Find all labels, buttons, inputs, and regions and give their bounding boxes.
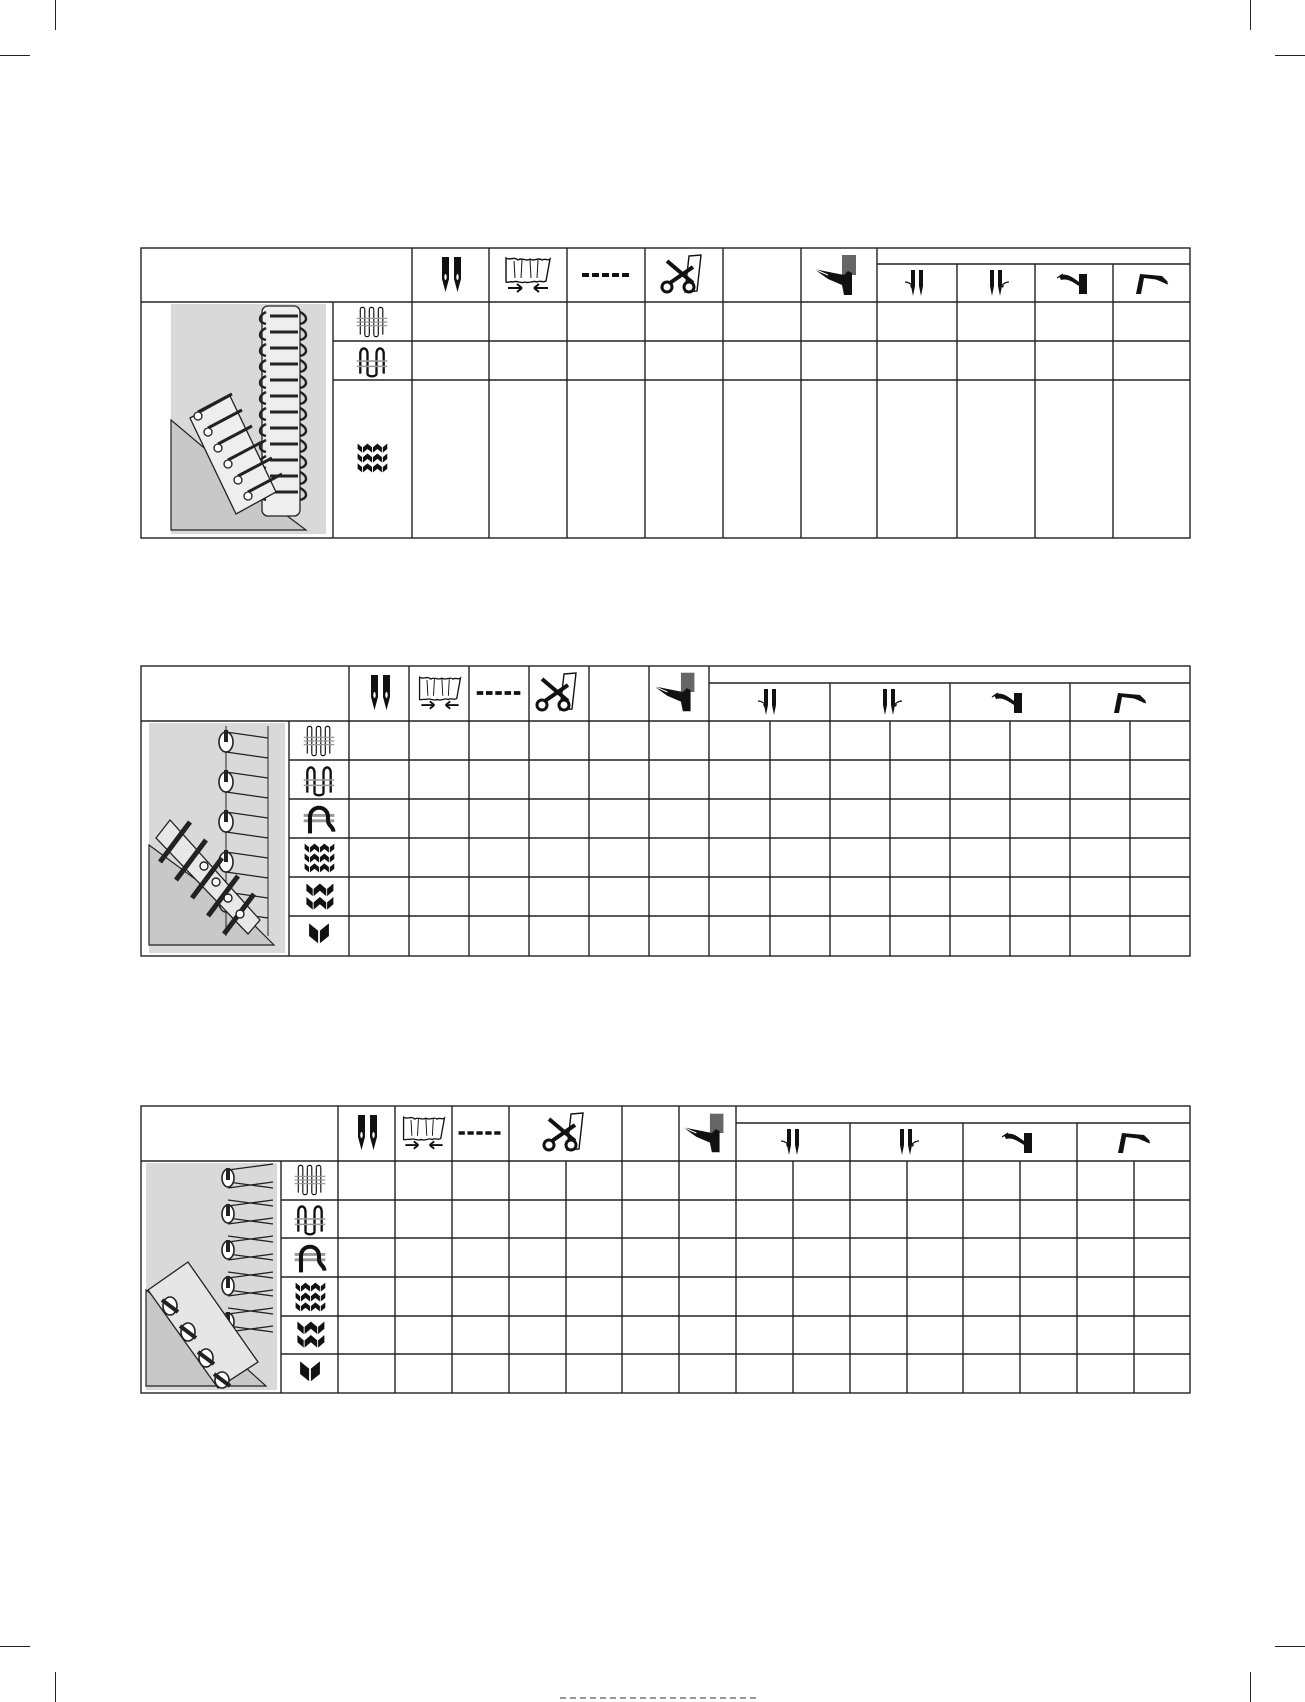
- lower-looper-icon: [1118, 1133, 1150, 1153]
- left-needle-thread-icon: [781, 1129, 799, 1155]
- two-needles-icon: [358, 1115, 377, 1150]
- presser-foot-icon: [683, 1114, 724, 1153]
- lightweight-fabric-icon: [295, 1165, 326, 1194]
- upper-looper-icon: [1002, 1133, 1032, 1153]
- gathering-fabric-icon: [404, 1117, 445, 1149]
- knit-fabric-icon: [296, 1283, 326, 1312]
- heavy-knit-icon: [297, 1322, 324, 1348]
- heavy-fabric-icon: [300, 1361, 320, 1381]
- register-mark: [560, 1697, 760, 1699]
- chain-stitch-illustration: [146, 1163, 277, 1390]
- medium-fabric-icon: [295, 1206, 326, 1234]
- right-needle-thread-icon: [900, 1129, 919, 1155]
- scissors-knife-icon: [544, 1113, 583, 1150]
- stretch-fabric-icon: [295, 1247, 326, 1273]
